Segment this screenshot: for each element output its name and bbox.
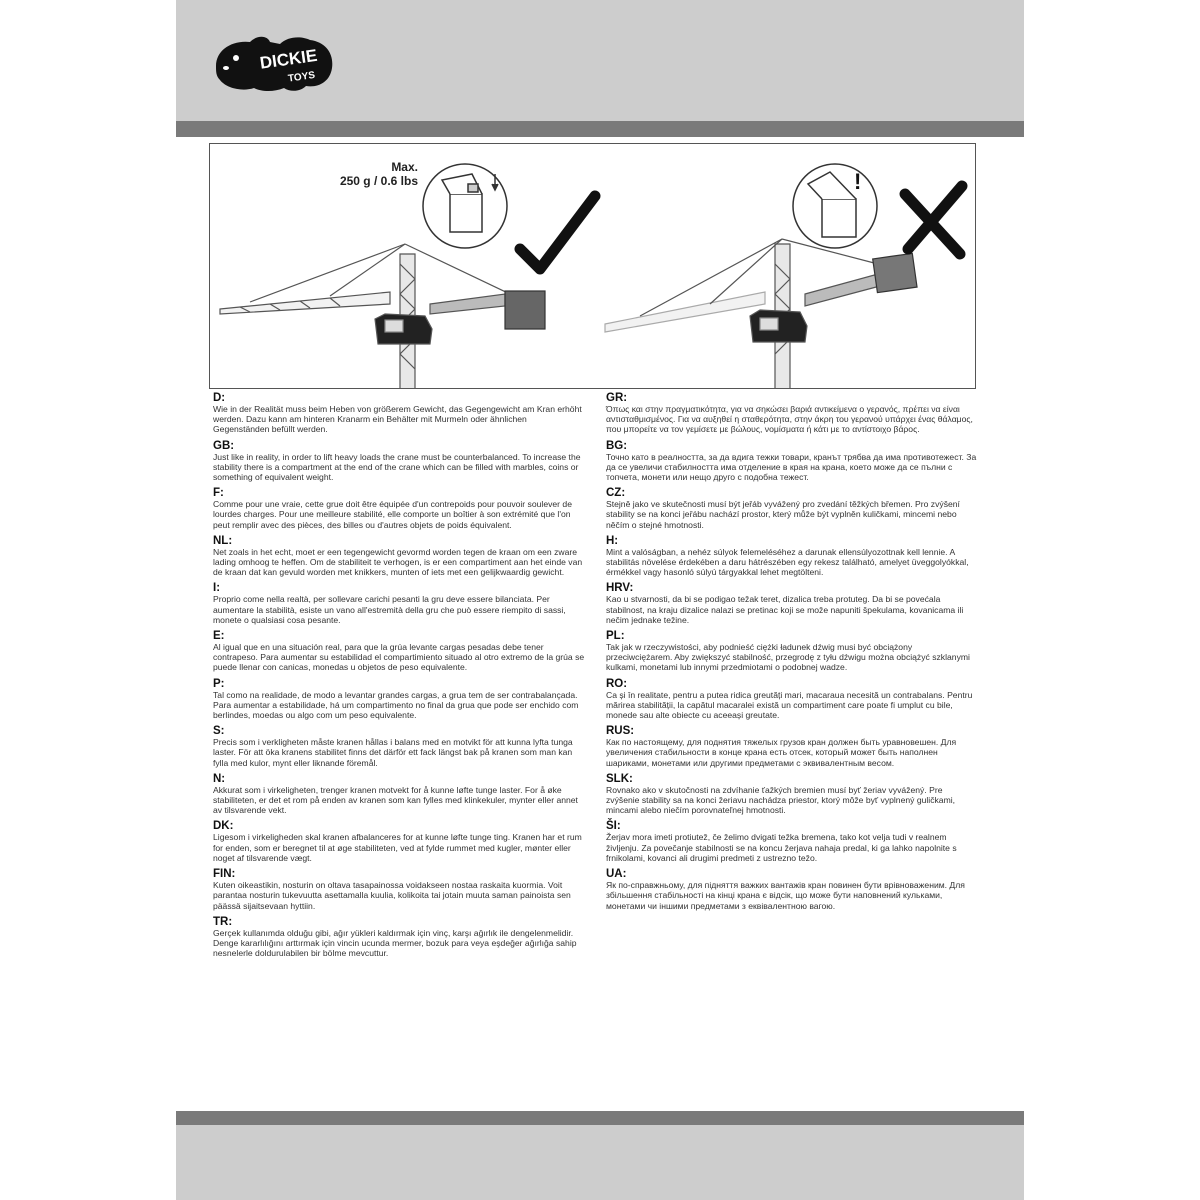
language-block bbox=[606, 487, 978, 530]
language-code: F: bbox=[213, 487, 224, 500]
language-block bbox=[606, 678, 978, 721]
zoom-circle-correct bbox=[423, 164, 507, 248]
language-code: GB: bbox=[213, 439, 235, 452]
language-text: Al igual que en una situación real, para que la grúa levante cargas pesadas debe tener contrapeso. Para aumentar su estabilidad el compartimiento situado al otro extremo de la grúa se puede llenar con canicas, monedas u objetos de peso equivalente. bbox=[213, 642, 585, 673]
language-code: H: bbox=[606, 534, 619, 547]
language-text: Όπως και στην πραγματικότητα, για να σηκώσει βαριά αντικείμενα ο γερανός, πρέπει να είναι αντισταθμισμένος. Για να αυξηθεί η σταθερότητα, στην άκρη του γερανού υπάρχει ένας θάλαμος, που μπορείτε να τον γεμίσετε με βώλους, νομίσματα ή κάτι με το αντίστοιχο βάρος. bbox=[606, 404, 973, 435]
language-code: E: bbox=[213, 630, 225, 643]
language-block bbox=[213, 535, 585, 578]
language-block bbox=[213, 440, 585, 483]
language-text: Gerçek kullanımda olduğu gibi, ağır yükleri kaldırmak için vinç, karşı ağırlık ile dengelenmelidir. Denge kararlılığını arttırmak için vincin ucunda mermer, bozuk para veya eşdeğer ağırlığa sahip nesnelerle doldurulabilen bir bölme mevcuttur. bbox=[213, 927, 577, 959]
language-code: ŠI: bbox=[606, 820, 621, 833]
language-block bbox=[213, 392, 585, 435]
language-code: GR: bbox=[606, 392, 628, 404]
language-text: Точно като в реалността, за да вдига тежки товари, кранът трябва да има противотежест. За да се увеличи стабилността има отделение в края на крана, което може да се пълни с топчета, монети или нещо друго с подобна тежест. bbox=[606, 451, 977, 483]
language-block bbox=[606, 820, 978, 863]
language-code: D: bbox=[213, 392, 226, 404]
crane-wrong bbox=[605, 239, 917, 389]
language-text: Žerjav mora imeti protiutež, če želimo dvigati težka bremena, tako kot velja tudi v realnem življenju. Za povečanje stabilnosti se na koncu žerjava nahaja predal, ki ga lahko napolnite s frnikolami, kovanci ali drugimi predmeti z ustrezno težo. bbox=[606, 832, 957, 863]
language-block bbox=[606, 440, 978, 483]
language-block bbox=[213, 487, 585, 530]
language-block bbox=[213, 820, 585, 863]
language-text: Kao u stvarnosti, da bi se podigao težak teret, dizalica treba protuteg. Da bi se povećala stabilnost, na kraju dizalice nalazi se pretinac koji se može napuniti špekulama, kovanicama ili nečim jednake težine. bbox=[606, 594, 964, 625]
language-code: PL: bbox=[606, 630, 625, 643]
language-text: Ligesom i virkeligheden skal kranen afbalanceres for at kunne løfte tunge ting. Kranen har et rum for enden, som er beregnet til at øge stabiliteten, ved at fylde rummet med kugler, mønter eller noget af tilsvarende vægt. bbox=[213, 832, 582, 863]
footer-band bbox=[176, 1125, 1024, 1200]
language-code: TR: bbox=[213, 915, 233, 928]
language-text: Stejně jako ve skutečnosti musí být jeřáb vyvážený pro zvedání těžkých břemen. Pro zvýšení stability se na konci jeřábu nachází prostor, který může být vyplněn kuličkami, mincemi nebo něčím o stejné hmotnosti. bbox=[606, 499, 960, 530]
brand-sub-text: TOYS bbox=[287, 69, 316, 85]
language-code: N: bbox=[213, 772, 226, 785]
language-block bbox=[606, 773, 978, 816]
language-text: Precis som i verkligheten måste kranen hållas i balans med en motvikt för att kunna lyfta tunga laster. För att öka kranens stabilitet finns det därför ett fack längst bak på kranen som man kan fylla med kulor, mynt eller liknande föremål. bbox=[213, 737, 573, 768]
language-code: RUS: bbox=[606, 725, 635, 738]
language-code: NL: bbox=[213, 534, 233, 547]
language-block bbox=[606, 868, 978, 911]
language-code: BG: bbox=[606, 439, 628, 452]
language-text: Як по-справжньому, для підняття важких вантажів кран повинен бути врівноваженим. Для збільшення стабільності на кінці крана є відсік, що може бути наповнений кульками, монетами чи іншими предметами з еквівалентною вагою. bbox=[606, 880, 965, 911]
language-text: Proprio come nella realtà, per sollevare carichi pesanti la gru deve essere bilanciata. Per aumentare la stabilità, esiste un vano all'estremità della gru che può essere riempito di sassi, monete o qualsiasi cosa pesante. bbox=[213, 594, 566, 625]
dickie-toys-logo bbox=[210, 22, 340, 102]
language-code: I: bbox=[213, 582, 221, 595]
language-block bbox=[213, 582, 585, 625]
max-load-line2: 250 g / 0.6 lbs bbox=[339, 174, 418, 188]
language-block bbox=[606, 582, 978, 625]
language-code: SLK: bbox=[606, 772, 633, 785]
max-load-line1: Max. bbox=[391, 160, 418, 174]
warning-mark: ! bbox=[854, 169, 862, 194]
language-code: UA: bbox=[606, 868, 627, 881]
language-code: HRV: bbox=[606, 582, 634, 595]
footer-divider bbox=[176, 1111, 1024, 1125]
language-code: CZ: bbox=[606, 487, 626, 500]
language-text: Tak jak w rzeczywistości, aby podnieść ciężki ładunek dźwig musi być obciążony przeciwciężarem. Aby zwiększyć stabilność, przegrodę z tyłu dźwigu można obciążyć szklanymi kulkami, monetami lub innymi przedmiotami o podobnej wadze. bbox=[606, 642, 970, 673]
brand-main-text: DICKIE bbox=[258, 45, 319, 73]
language-block bbox=[213, 868, 585, 911]
language-code: DK: bbox=[213, 820, 234, 833]
language-block bbox=[213, 725, 585, 768]
language-text: Wie in der Realität muss beim Heben von größerem Gewicht, das Gegengewicht am Kran erhöht werden. Dazu kann am hinteren Kranarm ein Behälter mit Murmeln oder ähnlichen Gegenständen befüllt werden. bbox=[213, 404, 582, 435]
left-language-column bbox=[213, 392, 585, 963]
language-block bbox=[213, 678, 585, 721]
language-block bbox=[213, 773, 585, 816]
language-text: Как по настоящему, для поднятия тяжелых грузов кран должен быть уравновешен. Для увеличения стабильности в конце крана есть отсек, который может быть наполнен шариками, монетами или другими предметами с эквивалентным весом. bbox=[606, 737, 957, 768]
crane-illustration-panel bbox=[209, 143, 976, 389]
language-text: Tal como na realidade, de modo a levantar grandes cargas, a grua tem de ser contrabalançada. Para aumentar a estabilidade, há um compartimento no final da grua que pode ser enchido com berlindes, moedas ou algo com um peso equivalente. bbox=[213, 689, 579, 721]
language-text: Net zoals in het echt, moet er een tegengewicht gevormd worden tegen de kraan om een zware lading omhoog te heffen. Om de stabiliteit te verhogen, is er een compartiment aan het einde van de kraan dat kan gevuld worden met knikkers, munten of iets met een gelijkwaardig gewicht. bbox=[213, 546, 583, 578]
language-text: Just like in reality, in order to lift heavy loads the crane must be counterbalanced. To increase the stability there is a compartment at the end of the crane which can be filled with marbles, coins or something of equivalent weight. bbox=[213, 451, 581, 483]
language-text: Kuten oikeastikin, nosturin on oltava tasapainossa voidakseen nostaa raskaita kuormia. Voit parantaa nosturin tukevuutta asettamalla kuulia, kolikoita tai jotain muuta saman painoista sen päässä sijaitsevaan hyttiin. bbox=[213, 880, 571, 911]
checkmark-icon bbox=[520, 196, 595, 269]
crane-correct bbox=[220, 244, 545, 389]
language-block bbox=[606, 535, 978, 578]
language-code: S: bbox=[213, 725, 225, 738]
language-block bbox=[606, 725, 978, 768]
language-text: Akkurat som i virkeligheten, trenger kranen motvekt for å kunne løfte tunge laster. For å øke stabiliteten, er det et rom på enden av kranen som kan fylles med klinkekuler, mynter eller annet av tilsvarende vekt. bbox=[213, 784, 578, 816]
crane-drawings bbox=[210, 144, 976, 389]
language-code: FIN: bbox=[213, 868, 236, 881]
language-block bbox=[213, 630, 585, 673]
language-code: RO: bbox=[606, 677, 628, 690]
language-block bbox=[606, 630, 978, 673]
language-block bbox=[606, 392, 978, 435]
zoom-circle-wrong bbox=[793, 164, 877, 248]
language-text: Rovnako ako v skutočnosti na zdvíhanie ťažkých bremien musí byť žeriav vyvážený. Pre zvýšenie stability sa na konci žeriavu nachádza priestor, ktorý môže byť vyplnený guličkami, mincami alebo niečím porovnateľnej hmotnosti. bbox=[606, 784, 956, 816]
cross-icon bbox=[905, 186, 962, 254]
language-text: Ca și în realitate, pentru a putea ridica greutăți mari, macaraua necesită un contrabalans. Pentru mărirea stabilității, la capătul macaralei există un compartiment care poate fi umplut cu bile, monede sau alte obiecte cu aceeași greutate. bbox=[606, 689, 973, 721]
language-text: Mint a valóságban, a nehéz súlyok felemeléséhez a darunak ellensúlyozottnak kell lennie. A stabilitás növelése érdekében a daru hátrészében egy rekesz található, amelyet üveggolyókkal, érmékkel vagy hasonló súlyú tárgyakkal lehet megtölteni. bbox=[606, 546, 969, 578]
language-block bbox=[213, 916, 585, 959]
right-language-column bbox=[606, 392, 978, 916]
language-code: P: bbox=[213, 677, 225, 690]
header-band bbox=[176, 0, 1024, 121]
header-divider bbox=[176, 121, 1024, 137]
language-text: Comme pour une vraie, cette grue doit être équipée d'un contrepoids pour pouvoir soulever de lourdes charges. Pour une meilleure stabilité, elle comporte un boîtier à son extrémité que l'on peut remplir avec des pièces, des billes ou d'autres objets de poids équivalent. bbox=[213, 499, 572, 530]
